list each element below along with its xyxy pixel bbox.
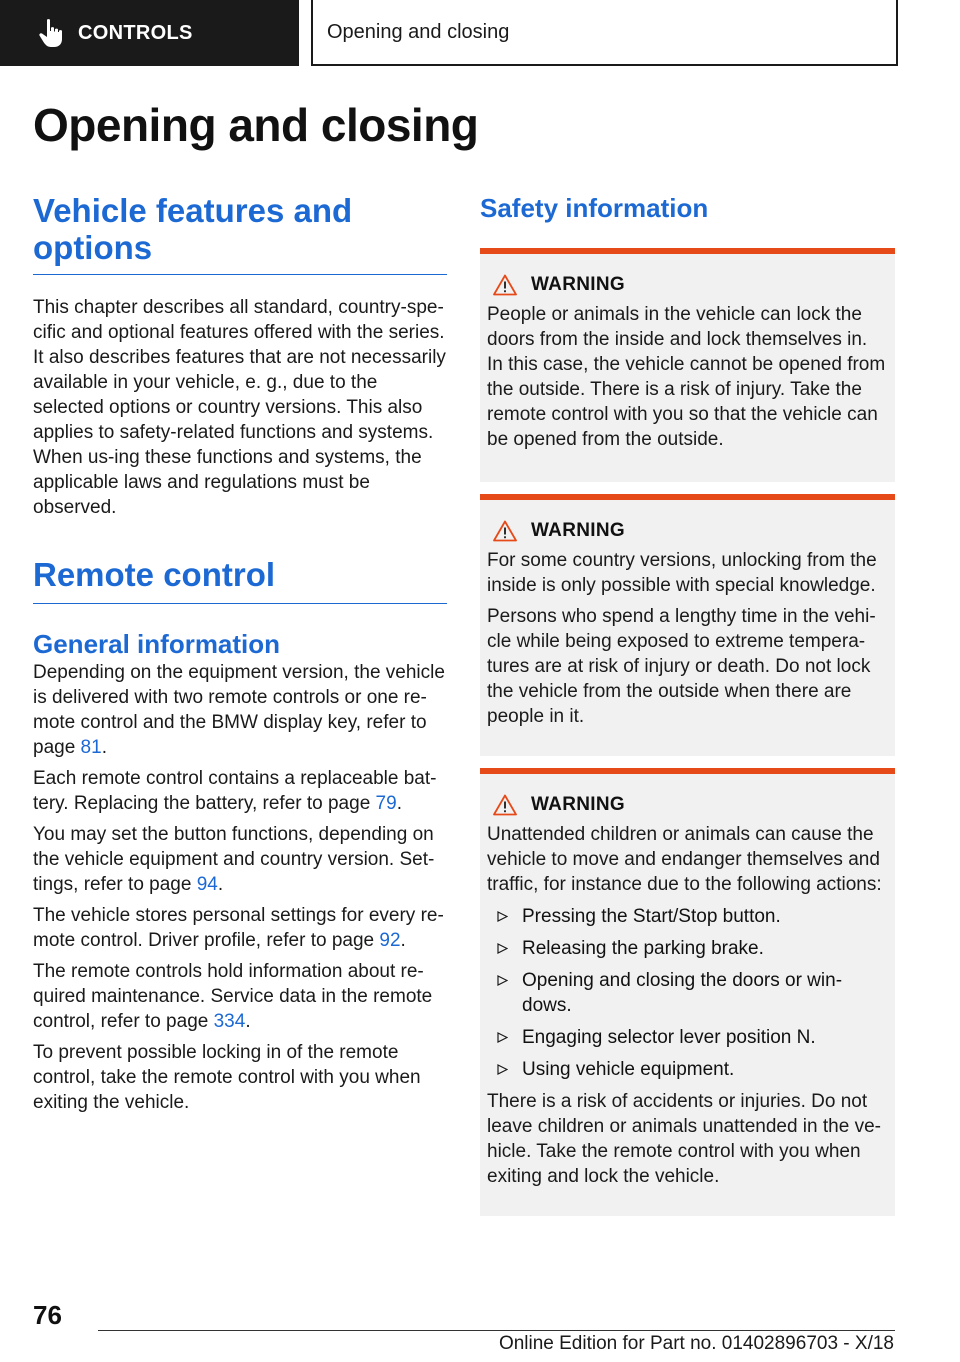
warning-outro: There is a risk of accidents or injuries. Do not leave children or animals unattended in the ve‐hicle. Take the remote control with you when exiting and lock the vehicle. (487, 1091, 881, 1187)
page-header (0, 0, 960, 66)
list-item-text: Releasing the parking brake. (522, 938, 764, 959)
warning-text: For some country versions, unlocking from the inside is only possible with special knowledge. (487, 550, 877, 596)
warning-triangle-icon (493, 520, 517, 542)
period: . (396, 793, 402, 814)
list-item-text: Using vehicle equipment. (522, 1059, 735, 1080)
remote-paragraph-2 (33, 766, 447, 816)
page-title: Opening and closing (33, 99, 479, 151)
list-item-text: Engaging selector lever position N. (522, 1027, 816, 1048)
period: . (245, 1011, 251, 1032)
warning-title: WARNING (531, 520, 625, 541)
page-link-79[interactable]: 79 (375, 793, 397, 814)
triangle-bullet-icon (497, 1064, 508, 1075)
hand-pointer-icon (38, 18, 64, 48)
list-item-text: Pressing the Start/Stop button. (522, 906, 781, 927)
page-link-334[interactable]: 334 (213, 1011, 246, 1032)
warning-header (487, 794, 887, 816)
heading-vehicle-features: Vehicle features and options (33, 192, 447, 275)
period: . (400, 930, 406, 951)
page-link-81[interactable]: 81 (80, 737, 102, 758)
heading-general-information: General information (33, 629, 281, 659)
warning-header (487, 520, 887, 542)
heading-safety-information: Safety information (480, 193, 709, 223)
list-item (487, 1025, 887, 1050)
remote-paragraph-1-text: Depending on the equipment version, the vehicle is delivered with two remote controls or one re‐mote control and the BMW display key, refer to page (33, 662, 445, 758)
warning-box-1 (480, 248, 895, 482)
warning-box-3 (480, 768, 895, 1216)
period: . (101, 737, 107, 758)
warning-title: WARNING (531, 794, 625, 815)
section-tab-controls (0, 0, 299, 66)
remote-paragraph-1 (33, 660, 447, 760)
warning-title: WARNING (531, 274, 625, 295)
warning-intro: Unattended children or animals can cause the vehicle to move and endanger themselves and traffic, for instance due to the following actions: (487, 824, 882, 895)
list-item (487, 968, 887, 1018)
heading-remote-control: Remote control (33, 556, 447, 604)
page-link-92[interactable]: 92 (379, 930, 401, 951)
warning-text: People or animals in the vehicle can lock the doors from the inside and lock themselves in. In this case, the vehicle cannot be opened from the outside. There is a risk of injury. Take the remote control with you so that the vehicle can be opened from the outside. (487, 304, 886, 450)
footer-divider (98, 1330, 895, 1331)
triangle-bullet-icon (497, 1032, 508, 1043)
remote-paragraph-5-text: The remote controls hold information about re‐quired maintenance. Service data in the remote control, refer to page (33, 961, 433, 1032)
list-item (487, 1057, 887, 1082)
period: . (217, 874, 224, 895)
chapter-tab-label: Opening and closing (327, 20, 510, 43)
list-item-text: Opening and closing the doors or win‐dows. (522, 970, 843, 1016)
warning-triangle-icon (493, 274, 517, 296)
triangle-bullet-icon (497, 975, 508, 986)
right-column (480, 192, 895, 1216)
list-item (487, 936, 887, 961)
remote-paragraph-5 (33, 959, 447, 1034)
page-link-94[interactable]: 94 (196, 874, 218, 895)
remote-paragraph-3-text: You may set the button functions, depending on the vehicle equipment and country version. Set‐tings, refer to page (33, 824, 435, 895)
remote-paragraph-3 (33, 822, 447, 897)
triangle-bullet-icon (497, 911, 508, 922)
warning-triangle-icon (493, 794, 517, 816)
triangle-bullet-icon (497, 943, 508, 954)
remote-paragraph-2-text: Each remote control contains a replaceable bat‐tery. Replacing the battery, refer to page (33, 768, 437, 814)
remote-paragraph-6: To prevent possible locking in of the remote control, take the remote control with you when exiting the vehicle. (33, 1042, 421, 1113)
warning-header (487, 274, 887, 296)
page-number: 76 (33, 1300, 62, 1330)
chapter-tab (311, 0, 898, 66)
warning-box-2 (480, 494, 895, 756)
list-item (487, 904, 887, 929)
remote-paragraph-4-text: The vehicle stores personal settings for every re‐mote control. Driver profile, refer to page (33, 905, 444, 951)
left-column (33, 192, 447, 1115)
warning-text: Persons who spend a lengthy time in the vehi‐cle while being exposed to extreme tempera‐tures are at risk of injury or death. Do not lock the vehicle from the outside when there are people in it. (487, 606, 876, 727)
features-paragraph: This chapter describes all standard, country-spe‐cific and optional features offered with the series. It also describes features that are not necessarily available in your vehicle, e. g., due to the selected options or country versions. This also applies to safety-related functions and systems. When us‐ing these functions and systems, the applicable laws and regulations must be observed. (33, 297, 446, 518)
remote-paragraph-4 (33, 903, 447, 953)
warning-bullet-list (487, 904, 887, 1082)
footer-edition: Online Edition for Part no. 01402896703 - X/18 (498, 1333, 894, 1354)
section-tab-label: CONTROLS (78, 21, 193, 44)
